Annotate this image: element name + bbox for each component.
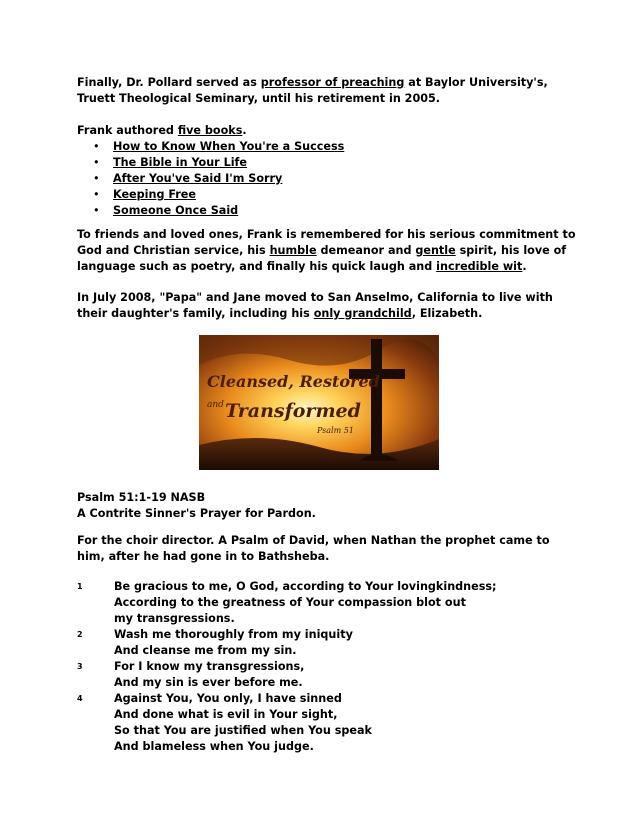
grandchild-link[interactable]: only grandchild	[313, 307, 412, 320]
verse-2	[77, 627, 577, 659]
text: spirit, his love of language such as poetry, and finally his quick laugh and	[77, 244, 567, 273]
five-books-link[interactable]: five books	[177, 124, 243, 137]
verse-line: So that You are justified when You speak	[114, 724, 372, 737]
wit-link[interactable]: incredible wit	[436, 260, 523, 273]
intro-text: For the choir director. A Psalm of David, when Nathan the prophet came to him, after he had gone in to Bathsheba.	[77, 534, 550, 563]
book-link[interactable]: Keeping Free	[113, 188, 196, 201]
psalm-intro	[77, 533, 577, 565]
psalm-heading: Psalm 51:1-19 NASB	[77, 491, 206, 504]
list-item	[77, 203, 577, 219]
verse-4	[77, 691, 577, 755]
verse-line: For I know my transgressions,	[114, 660, 305, 673]
humble-link[interactable]: humble	[269, 244, 317, 257]
text: Finally, Dr. Pollard served as	[77, 76, 261, 89]
move-paragraph	[77, 290, 577, 322]
verse-number: 4	[77, 694, 83, 703]
gentle-link[interactable]: gentle	[415, 244, 456, 257]
verse-1	[77, 579, 577, 627]
psalm-heading-block	[77, 490, 577, 522]
list-item	[77, 139, 577, 155]
text: In July 2008, "Papa" and Jane moved to San Anselmo, California to live with their daughter's family, including his	[77, 291, 553, 320]
text: at Baylor University's, Truett Theological Seminary, until his retirement in 2005.	[77, 76, 548, 105]
retirement-paragraph	[77, 75, 577, 107]
verse-line: Against You, You only, I have sinned	[114, 692, 342, 705]
books-paragraph	[77, 123, 577, 219]
book-link[interactable]: After You've Said I'm Sorry	[113, 172, 283, 185]
banner-title-line1: Cleansed, Restored	[207, 372, 380, 391]
list-item	[77, 171, 577, 187]
text: demeanor and	[316, 244, 416, 257]
banner-reference: Psalm 51	[317, 426, 354, 435]
psalm-banner-image	[199, 335, 439, 470]
psalm-subtitle: A Contrite Sinner's Prayer for Pardon.	[77, 507, 316, 520]
banner-and: and	[207, 400, 224, 410]
book-link[interactable]: The Bible in Your Life	[113, 156, 248, 169]
book-link[interactable]: Someone Once Said	[113, 204, 239, 217]
verse-line: According to the greatness of Your compassion blot out my transgressions.	[114, 596, 466, 625]
remembrance-paragraph	[77, 227, 577, 275]
books-list	[77, 139, 577, 219]
banner-title-line2: Transformed	[225, 400, 361, 422]
verse-number: 1	[77, 582, 83, 591]
text: , Elizabeth.	[411, 307, 483, 320]
verse-line: And blameless when You judge.	[114, 740, 314, 753]
verse-number: 3	[77, 662, 83, 671]
text: Frank authored	[77, 124, 178, 137]
verse-line: And my sin is ever before me.	[114, 676, 303, 689]
text: .	[242, 124, 247, 137]
text: .	[522, 260, 527, 273]
book-link[interactable]: How to Know When You're a Success	[113, 140, 345, 153]
list-item	[77, 187, 577, 203]
text: To friends and loved ones, Frank is remembered for his serious commitment to God and Christian service, his	[77, 228, 576, 257]
verse-line: Be gracious to me, O God, according to Your lovingkindness;	[114, 580, 497, 593]
professor-link[interactable]: professor of preaching	[260, 76, 405, 89]
verse-line: And cleanse me from my sin.	[114, 644, 297, 657]
verse-3	[77, 659, 577, 691]
verse-number: 2	[77, 630, 83, 639]
list-item	[77, 155, 577, 171]
verse-line: Wash me thoroughly from my iniquity	[114, 628, 353, 641]
verse-line: And done what is evil in Your sight,	[114, 708, 338, 721]
sunset-cross-illustration	[199, 335, 439, 470]
